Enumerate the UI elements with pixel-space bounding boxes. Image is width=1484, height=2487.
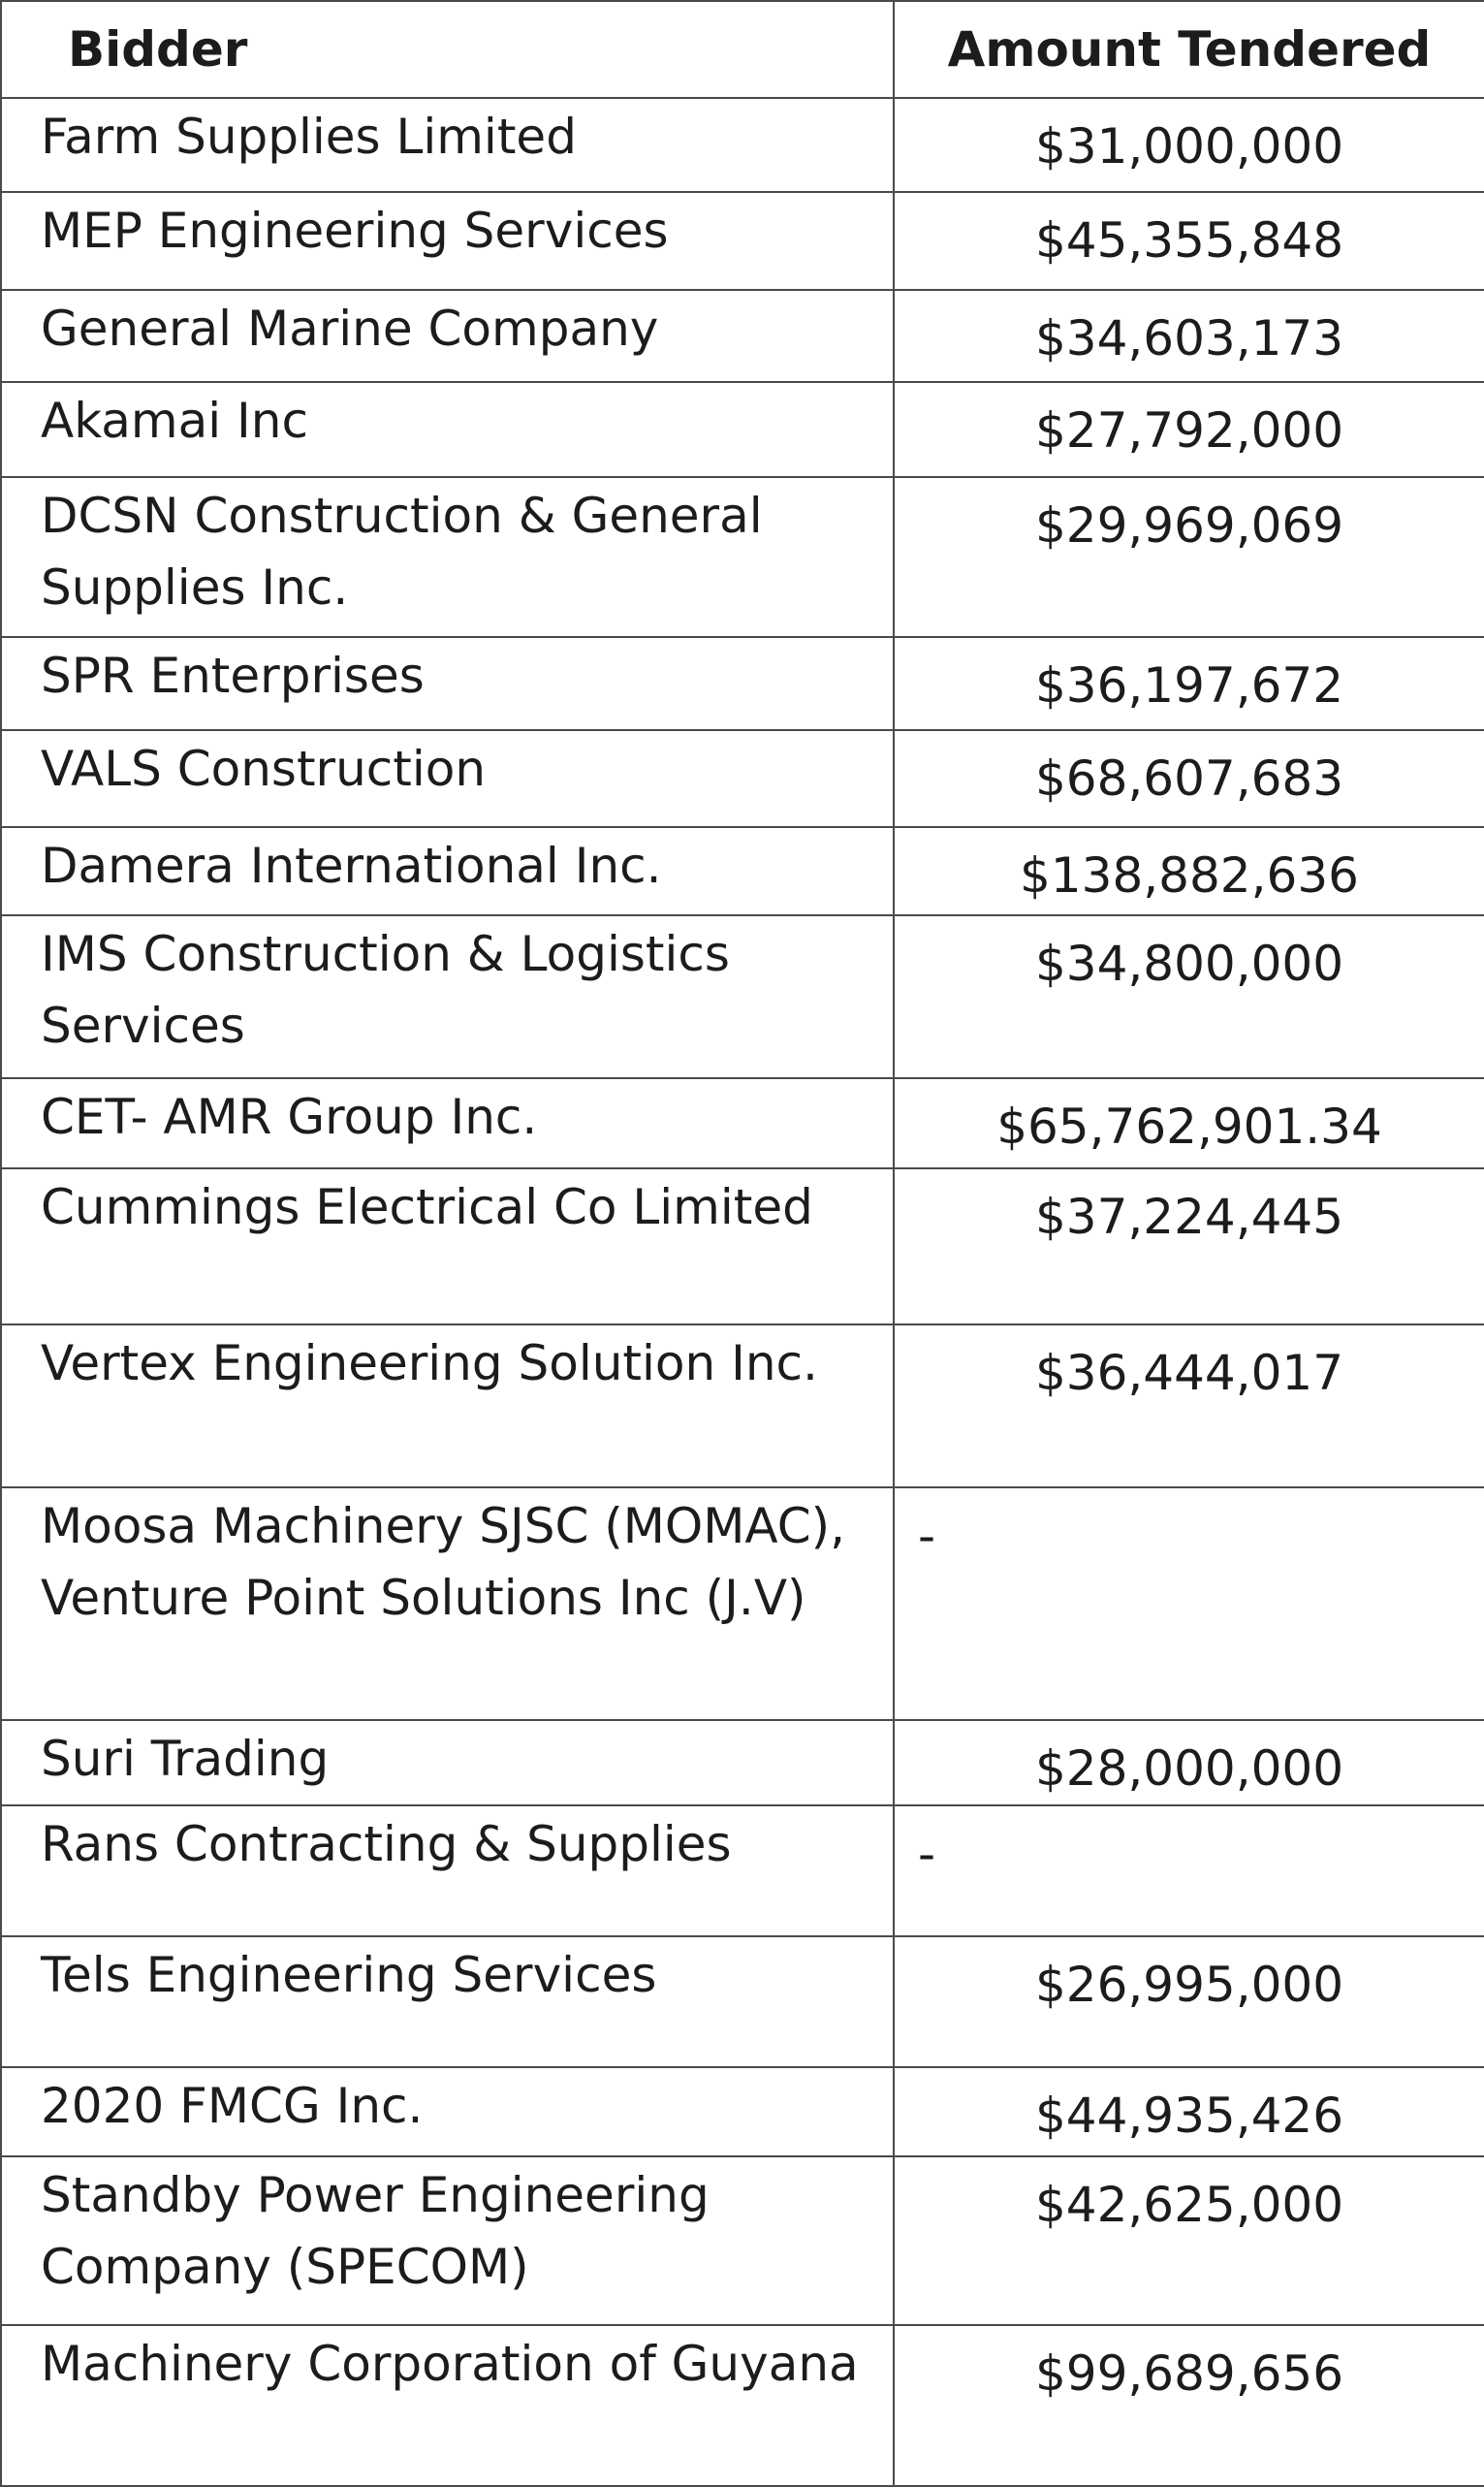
bidder-cell: 2020 FMCG Inc. <box>1 2067 894 2156</box>
table-row <box>1 827 1484 915</box>
table-row <box>1 192 1484 290</box>
amount-cell: $34,800,000 <box>894 915 1484 1078</box>
bidder-cell: SPR Enterprises <box>1 637 894 730</box>
amount-cell: $138,882,636 <box>894 827 1484 915</box>
header-row <box>1 1 1484 98</box>
amount-cell: - <box>894 1487 1484 1720</box>
bidder-cell: CET- AMR Group Inc. <box>1 1078 894 1168</box>
bidder-cell: IMS Construction & Logistics Services <box>1 915 894 1078</box>
table-row <box>1 2067 1484 2156</box>
amount-cell: $42,625,000 <box>894 2156 1484 2325</box>
bidder-cell: Moosa Machinery SJSC (MOMAC), Venture Point Solutions Inc (J.V) <box>1 1487 894 1720</box>
amount-cell: $26,995,000 <box>894 1936 1484 2067</box>
bidder-column-header: Bidder <box>1 1 894 98</box>
bidder-cell: Vertex Engineering Solution Inc. <box>1 1324 894 1487</box>
bidder-cell: VALS Construction <box>1 730 894 827</box>
bidder-cell: Farm Supplies Limited <box>1 98 894 192</box>
amount-cell: $65,762,901.34 <box>894 1078 1484 1168</box>
table-row <box>1 730 1484 827</box>
bidder-cell: General Marine Company <box>1 290 894 382</box>
table-row <box>1 2156 1484 2325</box>
bidder-cell: Cummings Electrical Co Limited <box>1 1168 894 1324</box>
amount-cell: $31,000,000 <box>894 98 1484 192</box>
table-row <box>1 1805 1484 1936</box>
table-row <box>1 2325 1484 2486</box>
amount-cell: $36,197,672 <box>894 637 1484 730</box>
amount-cell: $36,444,017 <box>894 1324 1484 1487</box>
table-row <box>1 1487 1484 1720</box>
amount-cell: $29,969,069 <box>894 477 1484 637</box>
table-row <box>1 1324 1484 1487</box>
bidder-cell: Damera International Inc. <box>1 827 894 915</box>
amount-cell: $27,792,000 <box>894 382 1484 477</box>
table-row <box>1 1168 1484 1324</box>
table-row <box>1 382 1484 477</box>
table-row <box>1 477 1484 637</box>
amount-cell: $37,224,445 <box>894 1168 1484 1324</box>
amount-cell: $45,355,848 <box>894 192 1484 290</box>
amount-column-header: Amount Tendered <box>894 1 1484 98</box>
bidder-cell: MEP Engineering Services <box>1 192 894 290</box>
amount-cell: $28,000,000 <box>894 1720 1484 1805</box>
table-row <box>1 1936 1484 2067</box>
bidder-cell: Akamai Inc <box>1 382 894 477</box>
amount-cell: $99,689,656 <box>894 2325 1484 2486</box>
amount-cell: $68,607,683 <box>894 730 1484 827</box>
table-row <box>1 1078 1484 1168</box>
bidder-cell: Standby Power Engineering Company (SPECOM) <box>1 2156 894 2325</box>
bidder-cell: Suri Trading <box>1 1720 894 1805</box>
bidder-cell: Machinery Corporation of Guyana <box>1 2325 894 2486</box>
table-row <box>1 637 1484 730</box>
bidder-cell: DCSN Construction & General Supplies Inc. <box>1 477 894 637</box>
table-row <box>1 290 1484 382</box>
bidder-cell: Rans Contracting & Supplies <box>1 1805 894 1936</box>
amount-cell: - <box>894 1805 1484 1936</box>
table-row <box>1 1720 1484 1805</box>
bidder-cell: Tels Engineering Services <box>1 1936 894 2067</box>
table-row <box>1 915 1484 1078</box>
table-row <box>1 98 1484 192</box>
amount-cell: $44,935,426 <box>894 2067 1484 2156</box>
amount-cell: $34,603,173 <box>894 290 1484 382</box>
